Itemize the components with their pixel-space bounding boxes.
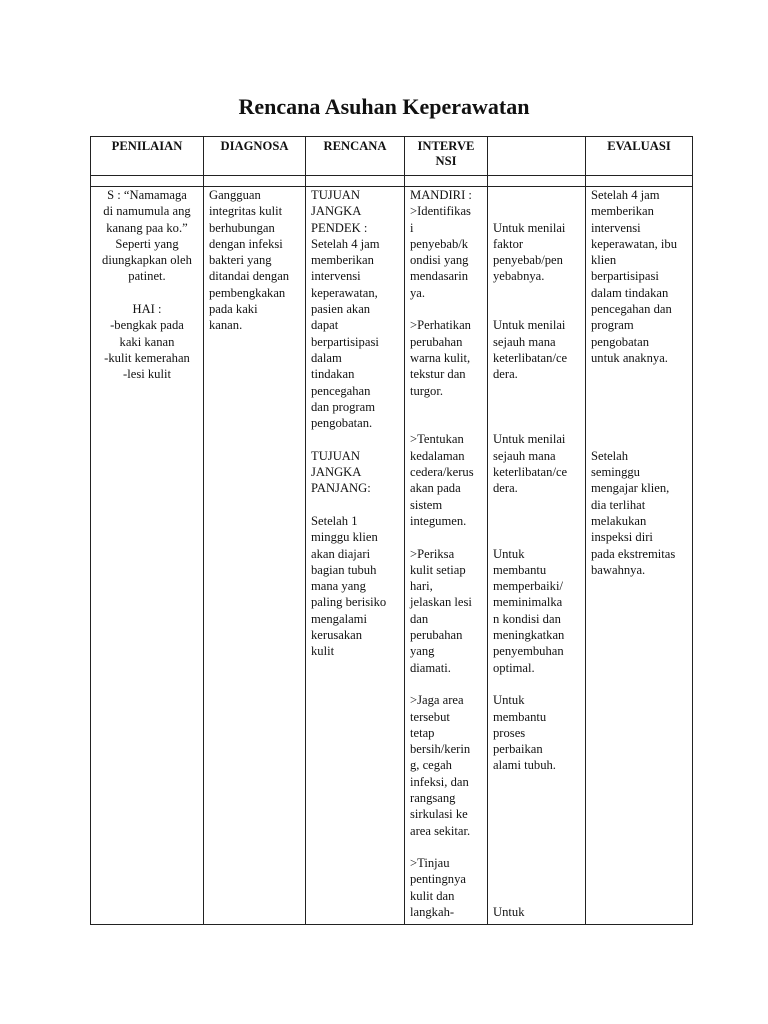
- penilaian-line: patinet.: [128, 269, 166, 284]
- rencana-line: Setelah 1: [311, 513, 358, 528]
- evaluasi-line: intervensi: [591, 220, 641, 235]
- intervensi-line: i: [410, 220, 414, 235]
- blank-line: [493, 839, 580, 855]
- rencana-line: bagian tubuh: [311, 562, 377, 577]
- intervensi-line: jelaskan lesi: [410, 595, 472, 610]
- diagnosa-line: Gangguan: [209, 188, 261, 202]
- intervensi-line: penyebab/k: [410, 236, 469, 251]
- evaluasi-line: pencegahan dan: [591, 302, 672, 317]
- rasional-line: meningkatkan: [493, 628, 565, 643]
- diagnosa-line: dengan infeksi: [209, 236, 283, 251]
- header-diagnosa: DIAGNOSA: [204, 137, 306, 176]
- penilaian-line: kaki kanan: [119, 334, 175, 349]
- blank-line: [493, 513, 580, 529]
- evaluasi-line: berpartisipasi: [591, 269, 659, 284]
- rasional-line: sejauh mana: [493, 448, 556, 463]
- rasional-line: proses: [493, 725, 526, 740]
- cell-penilaian: [91, 187, 204, 925]
- header-rencana: RENCANA: [306, 137, 405, 176]
- header-rasional: [488, 137, 586, 176]
- blank-line: [591, 431, 687, 447]
- rencana-line: JANGKA: [311, 465, 362, 480]
- intervensi-line: dan: [410, 611, 429, 626]
- intervensi-line: >Tinjau: [410, 856, 450, 871]
- intervensi-line: rangsang: [410, 790, 456, 805]
- evaluasi-line: Setelah 4 jam: [591, 188, 660, 202]
- intervensi-line: tersebut: [410, 709, 450, 724]
- blank-line: [493, 187, 580, 203]
- evaluasi-line: pengobatan: [591, 334, 650, 349]
- evaluasi-line: untuk anaknya.: [591, 350, 668, 365]
- intervensi-line: >Periksa: [410, 546, 455, 561]
- evaluasi-line: bawahnya.: [591, 562, 646, 577]
- rencana-line: keperawatan,: [311, 285, 378, 300]
- header-intervensi: INTERVE NSI: [405, 137, 488, 176]
- blank-line: [493, 415, 580, 431]
- intervensi-line: yang: [410, 644, 435, 659]
- intervensi-line: >Perhatikan: [410, 318, 471, 333]
- rasional-line: alami tubuh.: [493, 758, 556, 773]
- rasional-line: faktor: [493, 236, 524, 251]
- rasional-line: keterlibatan/ce: [493, 350, 568, 365]
- rasional-line: sejauh mana: [493, 334, 556, 349]
- content-row: [91, 187, 693, 925]
- rencana-line: pengobatan.: [311, 416, 373, 431]
- intervensi-line: sistem: [410, 497, 443, 512]
- rasional-line: memperbaiki/: [493, 579, 563, 594]
- intervensi-line: tetap: [410, 725, 435, 740]
- rasional-line: dera.: [493, 367, 518, 382]
- cell-rasional: [488, 187, 586, 925]
- care-plan-table: [90, 136, 693, 925]
- rasional-line: keterlibatan/ce: [493, 465, 568, 480]
- evaluasi-line: pada ekstremitas: [591, 546, 676, 561]
- blank-line: [493, 855, 580, 871]
- spacer-row: [91, 176, 693, 187]
- intervensi-line: MANDIRI :: [410, 188, 472, 202]
- rasional-line: Untuk: [493, 546, 525, 561]
- rencana-line: minggu klien: [311, 530, 378, 545]
- blank-line: [96, 285, 198, 301]
- rencana-line: PENDEK :: [311, 220, 368, 235]
- rasional-line: n kondisi dan: [493, 611, 561, 626]
- penilaian-line: -kulit kemerahan: [104, 350, 190, 365]
- evaluasi-line: program: [591, 318, 634, 333]
- evaluasi-line: inspeksi diri: [591, 530, 653, 545]
- blank-line: [410, 399, 482, 415]
- blank-line: [493, 497, 580, 513]
- rasional-line: penyebab/pen: [493, 253, 563, 268]
- blank-line: [493, 399, 580, 415]
- diagnosa-line: integritas kulit: [209, 204, 283, 219]
- diagnosa-line: berhubungan: [209, 220, 275, 235]
- rasional-line: yebabnya.: [493, 269, 545, 284]
- blank-line: [493, 790, 580, 806]
- evaluasi-line: mengajar klien,: [591, 481, 670, 496]
- rencana-line: Setelah 4 jam: [311, 236, 380, 251]
- intervensi-line: tekstur dan: [410, 367, 466, 382]
- rencana-line: berpartisipasi: [311, 334, 379, 349]
- diagnosa-line: ditandai dengan: [209, 269, 290, 284]
- cell-diagnosa: [204, 187, 306, 925]
- diagnosa-line: bakteri yang: [209, 253, 272, 268]
- blank-line: [493, 285, 580, 301]
- rencana-line: akan diajari: [311, 546, 371, 561]
- intervensi-line: g, cegah: [410, 758, 452, 773]
- blank-line: [591, 399, 687, 415]
- intervensi-line: diamati.: [410, 660, 451, 675]
- rencana-line: mana yang: [311, 579, 366, 594]
- intervensi-line: turgor.: [410, 383, 444, 398]
- blank-line: [493, 806, 580, 822]
- penilaian-line: HAI :: [132, 302, 162, 317]
- rencana-line: tindakan: [311, 367, 355, 382]
- rasional-line: meminimalka: [493, 595, 563, 610]
- blank-line: [410, 415, 482, 431]
- intervensi-line: kedalaman: [410, 448, 465, 463]
- diagnosa-line: pada kaki: [209, 302, 258, 317]
- evaluasi-line: dia terlihat: [591, 497, 646, 512]
- document-title: Rencana Asuhan Keperawatan: [238, 94, 530, 119]
- evaluasi-line: keperawatan, ibu: [591, 236, 678, 251]
- blank-line: [591, 415, 687, 431]
- rencana-line: pencegahan: [311, 383, 371, 398]
- rencana-line: mengalami: [311, 611, 367, 626]
- rencana-line: TUJUAN: [311, 448, 360, 463]
- header-penilaian: PENILAIAN: [91, 137, 204, 176]
- rasional-line: perbaikan: [493, 742, 543, 757]
- rasional-line: Untuk: [493, 905, 525, 920]
- rencana-line: dapat: [311, 318, 339, 333]
- rasional-line: membantu: [493, 709, 547, 724]
- intervensi-line: sirkulasi ke: [410, 807, 468, 822]
- blank-line: [493, 823, 580, 839]
- rencana-line: PANJANG:: [311, 481, 371, 496]
- intervensi-line: >Jaga area: [410, 693, 464, 708]
- intervensi-line: langkah-: [410, 905, 455, 920]
- rencana-line: intervensi: [311, 269, 361, 284]
- rencana-line: pasien akan: [311, 302, 371, 317]
- blank-line: [410, 676, 482, 692]
- blank-line: [493, 676, 580, 692]
- intervensi-line: mendasarin: [410, 269, 469, 284]
- intervensi-line: kulit setiap: [410, 562, 466, 577]
- intervensi-line: ya.: [410, 285, 426, 300]
- blank-line: [591, 383, 687, 399]
- penilaian-line: S : “Namamaga: [107, 188, 187, 202]
- blank-line: [493, 383, 580, 399]
- penilaian-line: Seperti yang: [115, 236, 179, 251]
- blank-line: [410, 301, 482, 317]
- rencana-line: paling berisiko: [311, 595, 387, 610]
- intervensi-line: infeksi, dan: [410, 774, 469, 789]
- intervensi-line: pentingnya: [410, 872, 466, 887]
- penilaian-line: -bengkak pada: [110, 318, 184, 333]
- blank-line: [493, 871, 580, 887]
- blank-line: [410, 529, 482, 545]
- intervensi-line: akan pada: [410, 481, 461, 496]
- rasional-line: Untuk: [493, 693, 525, 708]
- rencana-line: dalam: [311, 350, 342, 365]
- rasional-line: optimal.: [493, 660, 535, 675]
- blank-line: [311, 497, 399, 513]
- evaluasi-line: seminggu: [591, 465, 640, 480]
- rasional-line: membantu: [493, 562, 547, 577]
- intervensi-line: >Identifikas: [410, 204, 471, 219]
- rencana-line: kulit: [311, 644, 335, 659]
- rencana-line: dan program: [311, 399, 375, 414]
- rasional-line: Untuk menilai: [493, 318, 566, 333]
- evaluasi-line: Setelah: [591, 448, 629, 463]
- intervensi-line: ondisi yang: [410, 253, 469, 268]
- intervensi-line: >Tentukan: [410, 432, 464, 447]
- intervensi-line: hari,: [410, 579, 433, 594]
- diagnosa-line: pembengkakan: [209, 285, 286, 300]
- rencana-line: memberikan: [311, 253, 374, 268]
- rencana-line: kerusakan: [311, 628, 363, 643]
- penilaian-line: kanang paa ko.”: [106, 220, 188, 235]
- header-row: [91, 137, 693, 176]
- rencana-line: JANGKA: [311, 204, 362, 219]
- blank-line: [493, 888, 580, 904]
- rasional-line: penyembuhan: [493, 644, 564, 659]
- evaluasi-line: klien: [591, 253, 617, 268]
- blank-line: [493, 301, 580, 317]
- intervensi-line: perubahan: [410, 334, 463, 349]
- rasional-line: Untuk menilai: [493, 432, 566, 447]
- blank-line: [311, 431, 399, 447]
- penilaian-line: di namumula ang: [103, 204, 191, 219]
- intervensi-line: bersih/kerin: [410, 742, 471, 757]
- intervensi-line: perubahan: [410, 628, 463, 643]
- diagnosa-line: kanan.: [209, 318, 243, 333]
- header-evaluasi: EVALUASI: [586, 137, 693, 176]
- cell-intervensi: [405, 187, 488, 925]
- rencana-line: TUJUAN: [311, 188, 360, 202]
- rasional-line: Untuk menilai: [493, 220, 566, 235]
- evaluasi-line: melakukan: [591, 513, 647, 528]
- rasional-line: dera.: [493, 481, 518, 496]
- intervensi-line: kulit dan: [410, 888, 455, 903]
- intervensi-line: cedera/kerus: [410, 465, 474, 480]
- intervensi-line: warna kulit,: [410, 350, 471, 365]
- intervensi-line: area sekitar.: [410, 823, 471, 838]
- blank-line: [410, 839, 482, 855]
- cell-rencana: [306, 187, 405, 925]
- blank-line: [493, 203, 580, 219]
- evaluasi-line: dalam tindakan: [591, 285, 669, 300]
- blank-line: [493, 529, 580, 545]
- intervensi-line: integumen.: [410, 513, 467, 528]
- blank-line: [591, 366, 687, 382]
- blank-line: [493, 774, 580, 790]
- penilaian-line: -lesi kulit: [123, 367, 171, 382]
- cell-evaluasi: [586, 187, 693, 925]
- penilaian-line: diungkapkan oleh: [102, 253, 192, 268]
- evaluasi-line: memberikan: [591, 204, 654, 219]
